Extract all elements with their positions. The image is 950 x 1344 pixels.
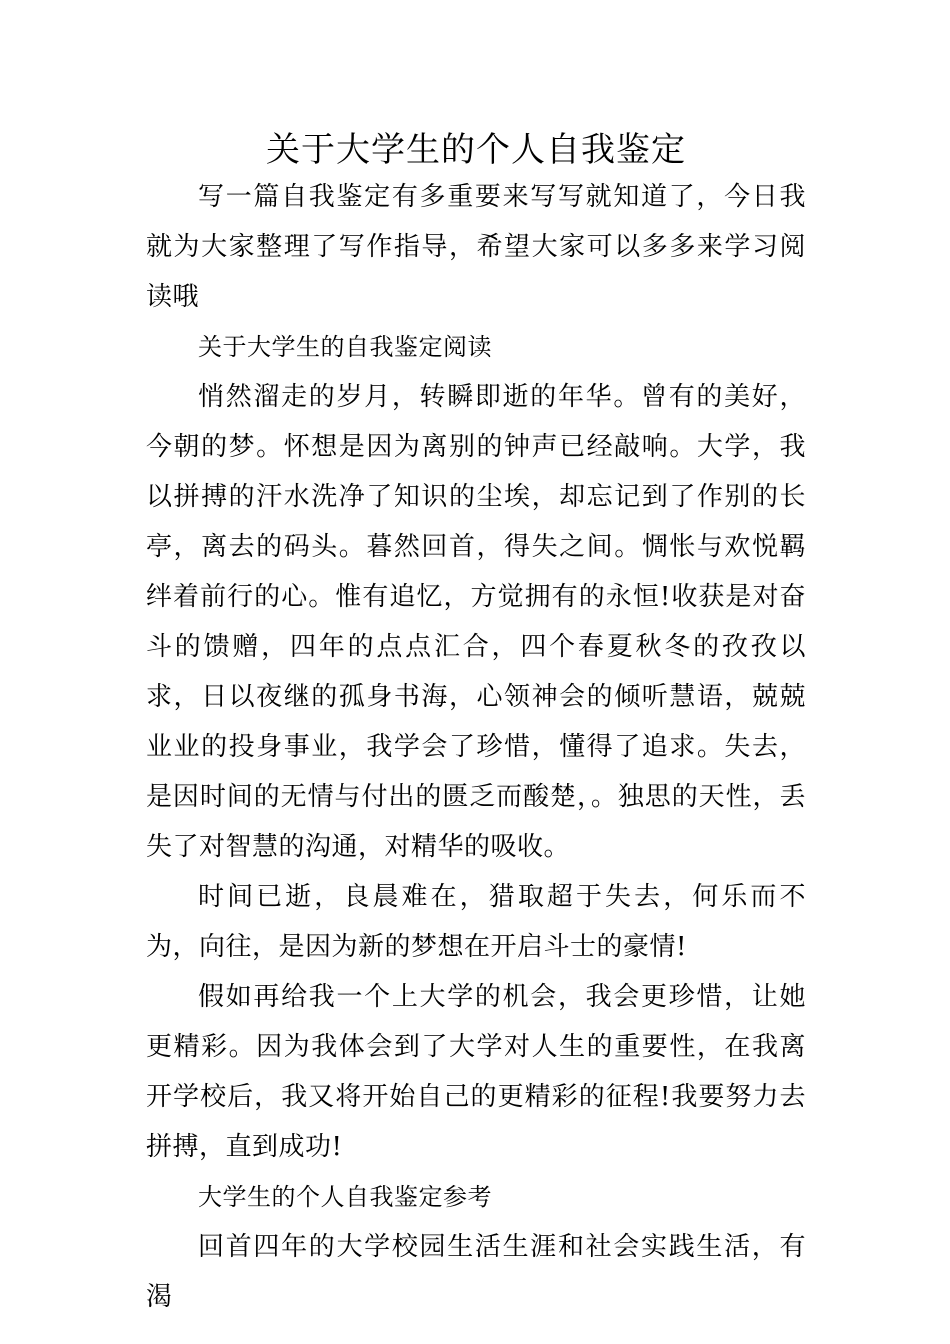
section-heading-reference: 大学生的个人自我鉴定参考 xyxy=(198,1183,492,1211)
body-paragraph: 回首四年的大学校园生活生涯和社会实践生活，有渴 xyxy=(146,1232,806,1312)
body-paragraph: 假如再给我一个上大学的机会，我会更珍惜，让她更精彩。因为我体会到了大学对人生的重要性，在我离开学校后，我又将开始自己的更精彩的征程!我要努力去拼搏，直到成功! xyxy=(146,982,806,1162)
body-paragraph: 悄然溜走的岁月，转瞬即逝的年华。曾有的美好，今朝的梦。怀想是因为离别的钟声已经敲响。大学，我以拼搏的汗水洗净了知识的尘埃，却忘记到了作别的长亭，离去的码头。暮然回首，得失之间。惆怅与欢悦羁绊着前行的心。惟有追忆，方觉拥有的永恒!收获是对奋斗的馈赠，四年的点点汇合，四个春夏秋冬的孜孜以求，日以夜继的孤身书海，心领神会的倾听慧语，兢兢业业的投身事业，我学会了珍惜，懂得了追求。失去，是因时间的无情与付出的匮乏而酸楚，。独思的天性，丢失了对智慧的沟通，对精华的吸收。 xyxy=(146,382,806,862)
section-heading-reading: 关于大学生的自我鉴定阅读 xyxy=(198,333,492,361)
document-title: 关于大学生的个人自我鉴定 xyxy=(266,130,686,170)
body-paragraph: 时间已逝，良晨难在，猎取超于失去，何乐而不为，向往，是因为新的梦想在开启斗士的豪情! xyxy=(146,882,806,962)
intro-paragraph: 写一篇自我鉴定有多重要来写写就知道了，今日我就为大家整理了写作指导，希望大家可以多多来学习阅读哦 xyxy=(146,182,806,312)
document-page xyxy=(146,128,806,1322)
